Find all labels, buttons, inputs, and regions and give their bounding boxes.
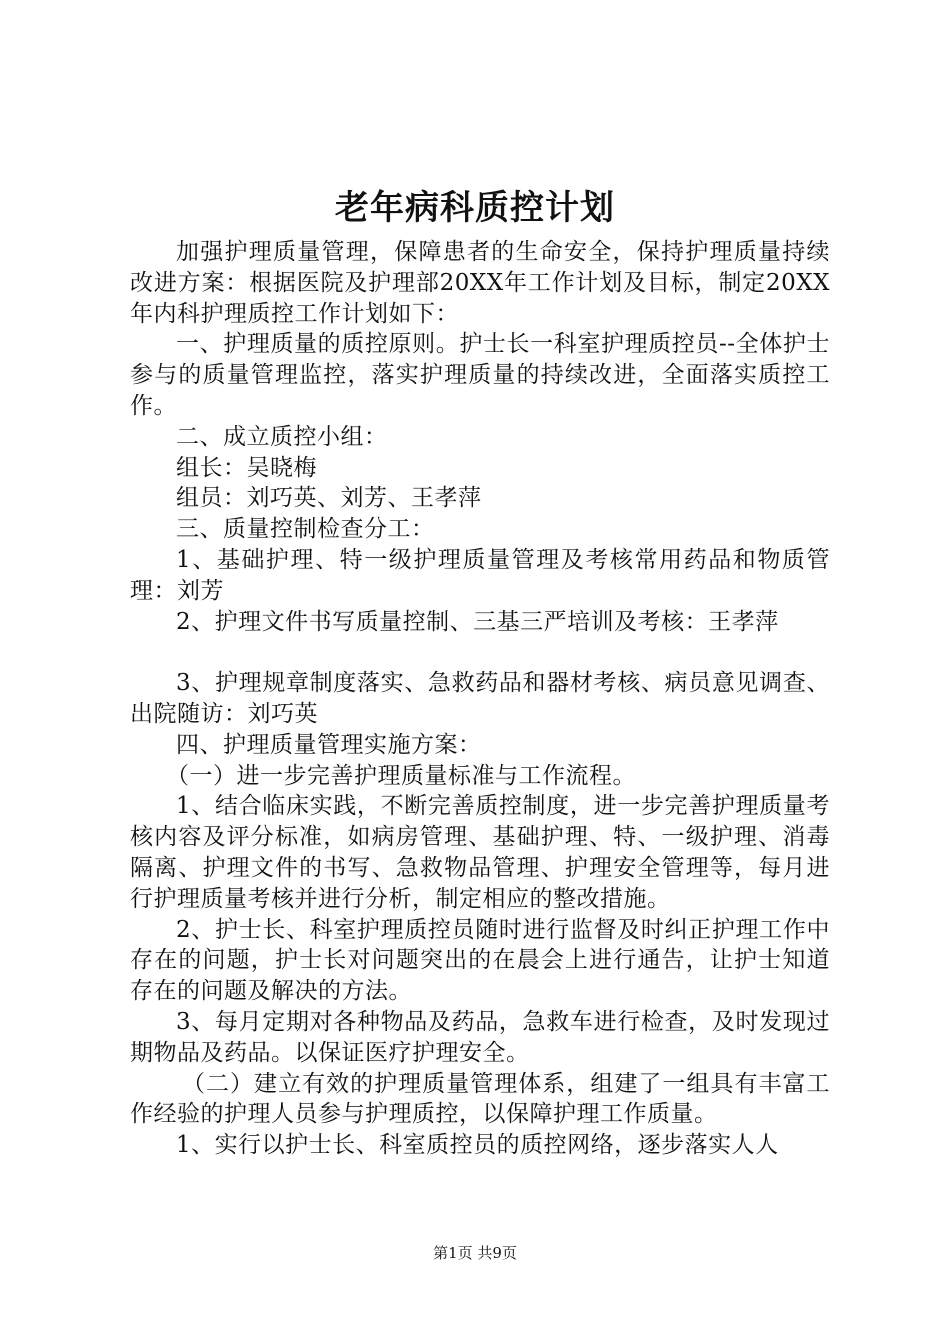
- paragraph-team-leader: 组长：吴晓梅: [176, 454, 317, 481]
- paragraph-division-heading: 三、质量控制检查分工：: [176, 516, 435, 543]
- document-body: [130, 237, 830, 1161]
- page-number-footer: 第1页 共9页: [433, 1244, 517, 1262]
- paragraph-principle: 一、护理质量的质控原则。护士长一科室护理质控员--全体护士参与的质量管理监控，落实护理质量的持续改进，全面落实质控工作。: [130, 331, 830, 419]
- paragraph-division-3: 3、护理规章制度落实、急救药品和器材考核、病员意见调查、出院随访：刘巧英: [130, 670, 830, 727]
- paragraph-team-members: 组员：刘巧英、刘芳、王孝萍: [176, 485, 482, 512]
- paragraph-section-1-item-1: 1、结合临床实践，不断完善质控制度，进一步完善护理质量考核内容及评分标准，如病房管理、基础护理、特、一级护理、消毒隔离、护理文件的书写、急救物品管理、护理安全管理等，每月进行护理质量考核并进行分析，制定相应的整改措施。: [130, 793, 830, 912]
- document-title: 老年病科质控计划: [335, 188, 615, 228]
- paragraph-section-2: （二）建立有效的护理质量管理体系，组建了一组具有丰富工作经验的护理人员参与护理质控，以保障护理工作质量。: [130, 1070, 830, 1128]
- paragraph-section-2-item-1: 1、实行以护士长、科室质控员的质控网络，逐步落实人人: [176, 1132, 779, 1159]
- paragraph-team-heading: 二、成立质控小组：: [176, 423, 388, 450]
- paragraph-plan-heading: 四、护理质量管理实施方案：: [176, 731, 482, 758]
- paragraph-section-1: （一）进一步完善护理质量标准与工作流程。: [166, 762, 636, 789]
- paragraph-section-1-item-3: 3、每月定期对各种物品及药品，急救车进行检查，及时发现过期物品及药品。以保证医疗护理安全。: [130, 1008, 830, 1066]
- paragraph-division-1: 1、基础护理、特一级护理质量管理及考核常用药品和物质管理：刘芳: [130, 546, 830, 604]
- paragraph-division-2: 2、护理文件书写质量控制、三基三严培训及考核：王孝萍: [176, 608, 779, 635]
- paragraph-intro: 加强护理质量管理，保障患者的生命安全，保持护理质量持续改进方案：根据医院及护理部20XX年工作计划及目标，制定20XX年内科护理质控工作计划如下：: [130, 239, 830, 327]
- paragraph-section-1-item-2: 2、护士长、科室护理质控员随时进行监督及时纠正护理工作中存在的问题，护士长对问题突出的在晨会上进行通告，让护士知道存在的问题及解决的方法。: [130, 916, 830, 1005]
